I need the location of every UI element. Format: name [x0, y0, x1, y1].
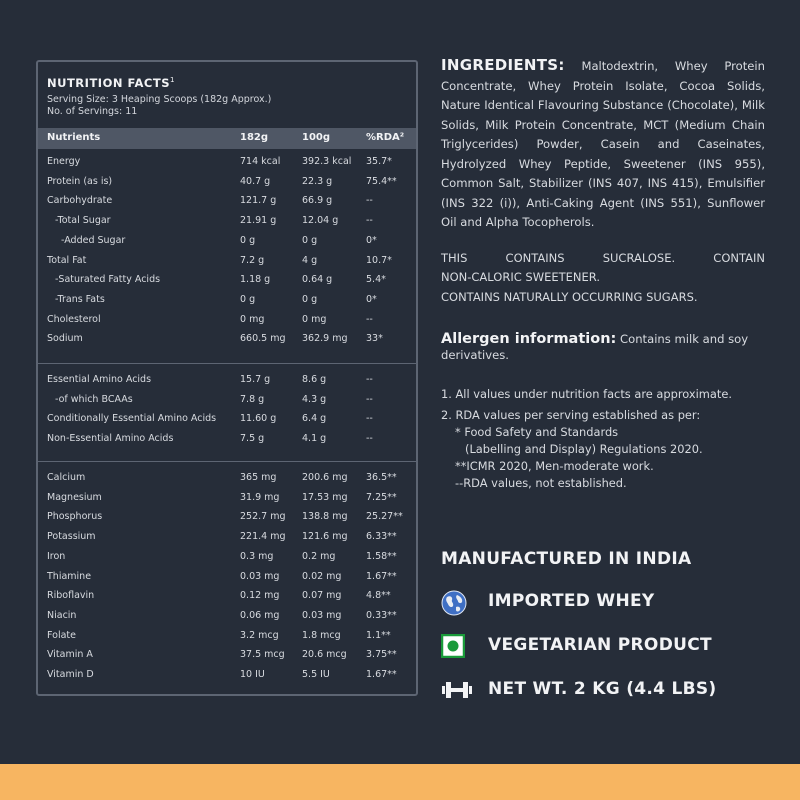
nutrient-row: [38, 255, 416, 271]
nutrient-name: Calcium: [47, 472, 86, 483]
value-per-100g: 66.9 g: [302, 195, 333, 207]
value-per-100g: 121.6 mg: [302, 531, 348, 543]
value-per-100g: 20.6 mcg: [302, 649, 347, 661]
rda-percent: 4.8**: [366, 590, 391, 602]
nutrition-header: [47, 76, 271, 118]
sweetener-warning-line1: THIS CONTAINS SUCRALOSE. CONTAIN: [441, 250, 765, 265]
nutrient-name: Potassium: [47, 531, 96, 543]
value-per-100g: 138.8 mg: [302, 511, 348, 523]
footnote-icmr: **ICMR 2020, Men-moderate work.: [455, 459, 654, 473]
nutrition-column-header: [38, 128, 416, 149]
value-per-serving: 0 g: [240, 234, 256, 246]
rda-percent: 1.67**: [366, 570, 397, 582]
value-per-serving: 714 kcal: [240, 156, 281, 167]
nutrient-row: [38, 215, 416, 231]
value-per-100g: 0 mg: [302, 313, 327, 325]
nutrient-name: Sodium: [47, 333, 83, 345]
nutrient-name: Total Fat: [47, 254, 87, 266]
rda-percent: --: [366, 195, 373, 207]
nutrient-name: -Added Sugar: [61, 234, 126, 246]
nutrient-name: Magnesium: [47, 491, 102, 503]
value-per-serving: 10 IU: [240, 669, 265, 680]
nutrient-name: Cholesterol: [47, 313, 101, 325]
value-per-serving: 0 mg: [240, 313, 265, 325]
value-per-100g: 22.3 g: [302, 175, 333, 187]
nutrient-row: [38, 590, 416, 606]
nutrient-row: [38, 492, 416, 508]
rda-percent: 33*: [366, 333, 383, 345]
globe-icon: [441, 590, 467, 621]
nutrient-name: Riboflavin: [47, 590, 95, 602]
footnote-fssai: * Food Safety and Standards: [455, 425, 619, 439]
rda-percent: 7.25**: [366, 491, 397, 503]
nutrient-row: [38, 413, 416, 429]
net-weight-label: NET WT. 2 KG (4.4 LBS): [488, 679, 717, 699]
value-per-100g: 0 g: [302, 234, 318, 246]
value-per-serving: 365 mg: [240, 472, 277, 483]
value-per-serving: 0.3 mg: [240, 550, 274, 562]
allergen-block: [441, 331, 765, 363]
value-per-serving: 1.18 g: [240, 274, 271, 286]
value-per-100g: 200.6 mg: [302, 472, 348, 483]
value-per-serving: 0.06 mg: [240, 609, 280, 621]
value-per-serving: 0.12 mg: [240, 590, 280, 602]
value-per-100g: 0.03 mg: [302, 609, 342, 621]
nutrition-title: NUTRITION FACTS$^1$: [47, 76, 175, 90]
nutrient-name: Thiamine: [47, 570, 92, 582]
value-per-100g: 1.8 mcg: [302, 629, 341, 641]
nutrient-name: Iron: [47, 550, 66, 562]
imported-whey-label: IMPORTED WHEY: [488, 591, 655, 611]
value-per-100g: 0.64 g: [302, 274, 333, 286]
value-per-serving: 0.03 mg: [240, 570, 280, 582]
group-divider: [38, 461, 416, 462]
value-per-serving: 252.7 mg: [240, 511, 286, 523]
nutrient-row: [38, 610, 416, 626]
value-per-serving: 21.91 g: [240, 215, 277, 227]
nutrient-row: [38, 333, 416, 349]
value-per-100g: 5.5 IU: [302, 669, 330, 680]
rda-percent: 0.33**: [366, 609, 397, 621]
rda-percent: --: [366, 433, 373, 445]
servings-count: No. of Servings: 11: [47, 106, 138, 117]
footnote-not-established: --RDA values, not established.: [455, 476, 627, 490]
nutrient-row: [38, 314, 416, 330]
nutrient-row: [38, 374, 416, 390]
allergen-text: Contains milk and soy derivatives.: [441, 332, 749, 362]
rda-percent: 25.27**: [366, 511, 403, 523]
value-per-100g: 4 g: [302, 254, 318, 266]
rda-percent: 35.7*: [366, 156, 392, 167]
product-info-column: [441, 56, 765, 492]
rda-percent: --: [366, 393, 373, 405]
value-per-serving: 0 g: [240, 293, 256, 305]
nutrient-name: -Trans Fats: [55, 293, 105, 305]
sweetener-warning-line2: NON-CALORIC SWEETENER.: [441, 270, 601, 284]
footnotes: [441, 386, 765, 492]
rda-percent: 6.33**: [366, 531, 397, 543]
ingredients-heading: INGREDIENTS:: [441, 56, 565, 74]
value-per-serving: 3.2 mcg: [240, 629, 279, 641]
value-per-100g: 0.02 mg: [302, 570, 342, 582]
value-per-100g: 4.1 g: [302, 433, 327, 445]
rda-percent: --: [366, 215, 373, 227]
value-per-100g: 6.4 g: [302, 413, 327, 425]
rda-percent: 75.4**: [366, 175, 397, 187]
rda-percent: 5.4*: [366, 274, 386, 286]
nutrient-row: [38, 195, 416, 211]
value-per-serving: 37.5 mcg: [240, 649, 285, 661]
nutrient-name: -Saturated Fatty Acids: [55, 274, 161, 286]
nutrition-facts-panel: [36, 60, 418, 696]
col-nutrients: Nutrients: [47, 132, 101, 143]
nutrient-row: [38, 294, 416, 310]
value-per-100g: 4.3 g: [302, 393, 327, 405]
nutrient-row: [38, 156, 416, 172]
value-per-100g: 8.6 g: [302, 374, 327, 385]
nutrient-row: [38, 571, 416, 587]
rda-percent: --: [366, 313, 373, 325]
footnote-2: 2. RDA values per serving established as per:: [441, 408, 701, 422]
allergen-heading: Allergen information:: [441, 331, 617, 347]
nutrient-row: [38, 649, 416, 665]
nutrient-name: Phosphorus: [47, 511, 103, 523]
nutrient-name: Vitamin D: [47, 669, 94, 680]
nutrient-row: [38, 531, 416, 547]
nutrient-name: Niacin: [47, 609, 77, 621]
rda-percent: 3.75**: [366, 649, 397, 661]
ingredients-block: [441, 56, 765, 233]
nutrient-name: Protein (as is): [47, 175, 113, 187]
value-per-serving: 31.9 mg: [240, 491, 280, 503]
feature-net-weight: [441, 679, 741, 703]
value-per-100g: 0.07 mg: [302, 590, 342, 602]
nutrient-name: -of which BCAAs: [55, 393, 133, 405]
col-per-serving: 182g: [240, 132, 269, 143]
dumbbell-icon: [441, 680, 473, 705]
rda-percent: 0*: [366, 234, 377, 246]
rda-percent: 1.67**: [366, 669, 397, 680]
value-per-serving: 7.5 g: [240, 433, 265, 445]
rda-percent: 1.1**: [366, 629, 391, 641]
col-per-100g: 100g: [302, 132, 331, 143]
value-per-serving: 221.4 mg: [240, 531, 286, 543]
rda-percent: --: [366, 413, 373, 425]
nutrient-name: -Total Sugar: [55, 215, 111, 227]
value-per-serving: 7.2 g: [240, 254, 265, 266]
value-per-100g: 0.2 mg: [302, 550, 336, 562]
nutrient-name: Carbohydrate: [47, 195, 113, 207]
nutrient-name: Non-Essential Amino Acids: [47, 433, 174, 445]
group-divider: [38, 363, 416, 364]
rda-percent: 10.7*: [366, 254, 392, 266]
value-per-serving: 40.7 g: [240, 175, 271, 187]
col-rda: %RDA²: [366, 132, 405, 143]
value-per-serving: 15.7 g: [240, 374, 271, 385]
nutrient-row: [38, 394, 416, 410]
ingredients-text: Maltodextrin, Whey Protein Concentrate, Whey Protein Isolate, Cocoa Solids, Nature Identical Flavouring Substance (Chocolate), Milk Solids, Milk Protein Concentrate, MCT (Medium Chain Triglycerides) Powder, Casein and Caseinates, Hydrolyzed Whey Peptide, Sweetener (INS 955), Common Salt, Stabilizer (INS 407, INS 415), Emulsifier (INS 322 (i)), Anti-Caking Agent (INS 551), Sunflower Oil and Alpha Tocopherols.: [441, 59, 765, 229]
value-per-100g: 392.3 kcal: [302, 156, 352, 167]
nutrient-name: Vitamin A: [47, 649, 93, 661]
rda-percent: 1.58**: [366, 550, 397, 562]
nutrient-row: [38, 669, 416, 685]
nutrient-name: Conditionally Essential Amino Acids: [47, 413, 217, 425]
value-per-100g: 362.9 mg: [302, 333, 348, 345]
nutrient-name: Energy: [47, 156, 81, 167]
vegetarian-label: VEGETARIAN PRODUCT: [488, 635, 712, 655]
nutrient-name: Essential Amino Acids: [47, 374, 152, 385]
value-per-100g: 17.53 mg: [302, 491, 348, 503]
sugar-warning: CONTAINS NATURALLY OCCURRING SUGARS.: [441, 289, 698, 304]
nutrient-row: [38, 235, 416, 251]
nutrient-row: [38, 551, 416, 567]
veg-mark-icon: [441, 634, 465, 663]
nutrient-row: [38, 630, 416, 646]
value-per-100g: 12.04 g: [302, 215, 339, 227]
footnote-regulations: (Labelling and Display) Regulations 2020.: [465, 442, 703, 456]
value-per-100g: 0 g: [302, 293, 318, 305]
value-per-serving: 11.60 g: [240, 413, 277, 425]
nutrient-name: Folate: [47, 629, 76, 641]
feature-vegetarian: [441, 635, 741, 659]
nutrient-row: [38, 274, 416, 290]
rda-percent: 0*: [366, 293, 377, 305]
rda-percent: --: [366, 374, 373, 385]
serving-size: Serving Size: 3 Heaping Scoops (182g Approx.): [47, 94, 272, 105]
footnote-1: 1. All values under nutrition facts are approximate.: [441, 387, 732, 401]
manufactured-in-india: MANUFACTURED IN INDIA: [441, 549, 692, 569]
bottom-accent-band: [0, 764, 800, 800]
nutrient-row: [38, 176, 416, 192]
feature-imported-whey: [441, 591, 741, 615]
rda-percent: 36.5**: [366, 472, 397, 483]
nutrient-row: [38, 472, 416, 488]
nutrient-row: [38, 433, 416, 449]
nutrient-row: [38, 511, 416, 527]
value-per-serving: 7.8 g: [240, 393, 265, 405]
value-per-serving: 660.5 mg: [240, 333, 286, 345]
value-per-serving: 121.7 g: [240, 195, 277, 207]
